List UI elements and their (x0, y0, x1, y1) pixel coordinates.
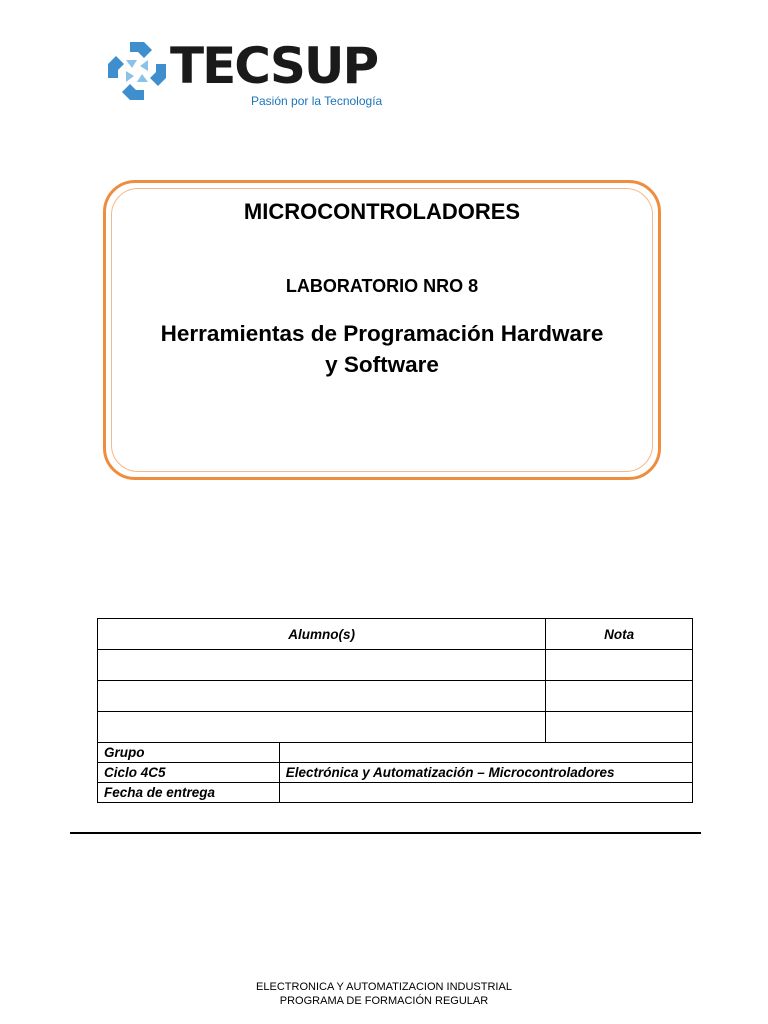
student-name-cell[interactable] (98, 712, 546, 743)
title-box (103, 180, 661, 480)
horizontal-rule (70, 832, 701, 834)
lab-topic (126, 318, 638, 380)
grupo-row (98, 743, 693, 763)
student-grade-cell[interactable] (546, 712, 693, 743)
student-name-cell[interactable] (98, 681, 546, 712)
student-name-cell[interactable] (98, 650, 546, 681)
fecha-row (98, 783, 693, 803)
lab-topic-line1: Herramientas de Programación Hardware (160, 321, 604, 346)
student-row (98, 650, 693, 681)
student-grade-cell[interactable] (546, 650, 693, 681)
student-grade-cell[interactable] (546, 681, 693, 712)
tecsup-logo-icon (104, 38, 170, 104)
ciclo-row (98, 763, 693, 783)
student-row (98, 712, 693, 743)
table-header-row (98, 619, 693, 650)
ciclo-label: Ciclo 4C5 (98, 763, 280, 783)
tecsup-logo (104, 36, 394, 112)
grupo-value[interactable] (279, 743, 692, 763)
logo-wordmark: TECSUP (170, 37, 378, 95)
lab-number: LABORATORIO NRO 8 (285, 276, 479, 296)
alumnos-header: Alumno(s) (98, 619, 546, 650)
course-title: MICROCONTROLADORES (243, 199, 521, 224)
fecha-value[interactable] (279, 783, 692, 803)
grupo-label: Grupo (98, 743, 280, 763)
footer (0, 980, 768, 1008)
nota-header: Nota (546, 619, 693, 650)
logo-tagline: Pasión por la Tecnología (251, 94, 383, 108)
lab-topic-line2: y Software (325, 352, 439, 377)
footer-line1: ELECTRONICA Y AUTOMATIZACION INDUSTRIAL (256, 981, 512, 993)
ciclo-value: Electrónica y Automatización – Microcontroladores (279, 763, 692, 783)
footer-line2: PROGRAMA DE FORMACIÓN REGULAR (279, 995, 489, 1007)
student-info-table (97, 618, 693, 803)
student-row (98, 681, 693, 712)
fecha-label: Fecha de entrega (98, 783, 280, 803)
